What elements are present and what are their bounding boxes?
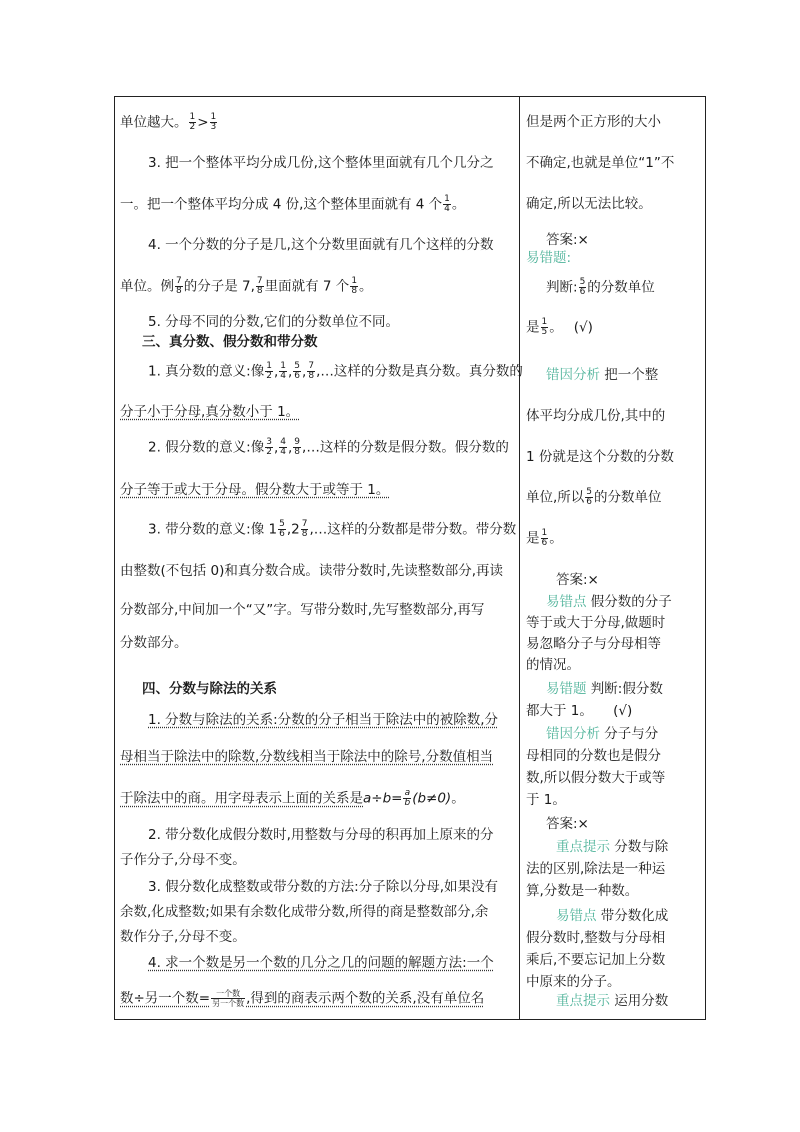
fraction [279, 362, 287, 381]
tag-label: 易错题: [526, 250, 572, 266]
text: 分子与分 [604, 726, 659, 742]
denominator: 4 [444, 204, 450, 214]
key-sentence: 1. 分数与除法的关系:分数的分子相当于除法中的被除数,分 [148, 712, 499, 728]
numerator: 7 [176, 276, 182, 286]
fraction [211, 989, 245, 1008]
fraction [307, 362, 315, 381]
note-line [526, 488, 662, 507]
answer: 答案:× [556, 572, 599, 588]
note-line: 母相同的分数也是假分 [526, 748, 661, 764]
paragraph-line: 由整数(不包括 0)和真分数合成。读带分数时,先读整数部分,再读 [120, 563, 503, 579]
numerator: 1 [189, 112, 196, 122]
fraction [301, 520, 309, 539]
denominator: b [404, 798, 411, 808]
tag-label: 易错点 [546, 594, 587, 610]
text: 判断: [546, 279, 578, 296]
text: 是 [526, 319, 540, 336]
line [148, 520, 516, 539]
tag-label: 错因分析 [546, 367, 600, 383]
formula: a÷b= [363, 790, 403, 807]
note-line [556, 992, 668, 1010]
note-line [556, 907, 668, 925]
denominator: 8 [294, 447, 301, 457]
note-line: 确定,所以无法比较。 [526, 196, 652, 212]
denominator: 8 [308, 371, 315, 381]
text: 单位,所以 [526, 489, 585, 506]
note-line: 数,所以假分数大于或等 [526, 770, 666, 786]
text: 分数与除 [614, 839, 669, 855]
text: 的分子是 7, [183, 278, 255, 295]
text: ,…这样的分数是真分数。真分数的 [316, 363, 523, 380]
tag-label: 重点提示 [556, 993, 610, 1009]
fraction-list [264, 361, 316, 381]
numerator: 5 [294, 361, 301, 371]
denominator: 6 [579, 287, 586, 297]
note-line: 不确定,也就是单位“1”不 [526, 155, 675, 171]
denominator: 8 [351, 286, 358, 296]
denominator: 2 [266, 371, 272, 381]
numerator: 1 [541, 317, 548, 327]
tag-label: 错因分析 [546, 726, 600, 742]
text: 单位。例 [120, 278, 174, 295]
numerator: 7 [301, 519, 308, 529]
fraction [256, 277, 264, 296]
line [120, 789, 465, 808]
note-line [546, 366, 658, 384]
line [120, 989, 484, 1008]
numerator: 7 [308, 361, 315, 371]
numerator: 1 [280, 361, 286, 371]
numerator: 1 [266, 361, 272, 371]
key-sentence: 分子等于或大于分母。假分数大于或等于 1。 [120, 482, 390, 498]
note-line [526, 529, 563, 548]
text: 假分数的分子 [590, 594, 672, 610]
note-line: 法的区别,除法是一种运 [526, 861, 666, 877]
text: ,…这样的分数是假分数。假分数的 [302, 439, 509, 456]
note-line: 假分数时,整数与分母相 [526, 930, 666, 946]
text: 2. 假分数的意义:像 [148, 439, 265, 456]
denominator: 3 [210, 122, 217, 132]
note-line [546, 680, 663, 698]
numerator: 3 [266, 437, 272, 447]
note-line: 于 1。 [526, 792, 566, 808]
answer: 答案:× [546, 816, 589, 832]
fraction [579, 278, 587, 297]
numerator: 1 [210, 112, 217, 122]
text: 1. 真分数的意义:像 [148, 363, 265, 380]
line [120, 195, 465, 214]
text: 里面就有 7 个 [264, 278, 350, 295]
key-sentence: 分子小于分母,真分数小于 1。 [120, 404, 300, 420]
note-line: 都大于 1。 (√) [526, 703, 633, 719]
denominator: 6 [294, 371, 301, 381]
text: 。 [451, 196, 466, 213]
denominator: 6 [541, 538, 548, 548]
paragraph-line: 5. 分母不同的分数,它们的分数单位不同。 [148, 314, 399, 330]
text: > [197, 114, 209, 131]
fraction [541, 529, 549, 548]
text: 的分数单位 [587, 279, 655, 296]
note-line: 中原来的分子。 [526, 974, 621, 990]
text: ,2 [286, 521, 300, 538]
fraction [403, 789, 411, 808]
note-line [546, 725, 658, 743]
text: 判断:假分数 [590, 681, 663, 697]
fraction [265, 362, 273, 381]
text: ,得到的商表示两个数的关系,没有单位名 [246, 990, 485, 1007]
formula: (b≠0) [412, 790, 452, 807]
text: 于除法中的商。用字母表示上面的关系是 [120, 790, 363, 807]
paragraph-line: 分数部分,中间加一个“又”字。写带分数时,先写整数部分,再写 [120, 602, 485, 618]
line [148, 362, 523, 381]
fraction [541, 318, 549, 337]
key-sentence: 母相当于除法中的除数,分数线相当于除法中的除号,分数值相当 [120, 749, 494, 765]
fraction [210, 113, 218, 132]
paragraph-line: 3. 假分数化成整数或带分数的方法:分子除以分母,如果没有 [148, 879, 499, 895]
paragraph-line: 余数,化成整数;如果有余数化成带分数,所得的商是整数部分,余 [120, 904, 489, 920]
text: 单位越大。 [120, 114, 188, 131]
tag-label: 易错点 [556, 908, 597, 924]
line [120, 277, 373, 296]
numerator: 1 [351, 276, 358, 286]
paragraph-line: 3. 把一个整体平均分成几份,这个整体里面就有几个几分之 [148, 155, 494, 171]
text: 数÷另一个数= [120, 990, 211, 1007]
text: 带分数化成 [600, 908, 669, 924]
denominator: 4 [280, 371, 286, 381]
text: 。 [359, 278, 373, 295]
fraction [278, 520, 286, 539]
denominator: 2 [266, 447, 272, 457]
fraction [265, 438, 273, 457]
note-line: 1 份就是这个分数的分数 [526, 449, 674, 465]
numerator: a [404, 788, 411, 798]
text: 运用分数 [614, 993, 669, 1009]
note-line [546, 593, 672, 611]
denominator: 2 [189, 122, 196, 132]
denominator: 8 [256, 286, 263, 296]
paragraph-line: 分数部分。 [120, 635, 188, 651]
denominator: 6 [279, 529, 285, 539]
numerator: 7 [256, 276, 263, 286]
separator: , [273, 363, 279, 380]
denominator: 另一个数 [212, 999, 245, 1008]
text: 3. 带分数的意义:像 1 [148, 521, 278, 538]
fraction-list [264, 437, 302, 457]
note-line: 的情况。 [526, 657, 580, 673]
numerator: 5 [579, 277, 586, 287]
fraction [443, 195, 451, 214]
note-line: 体平均分成几份,其中的 [526, 408, 666, 424]
fraction [293, 362, 301, 381]
note-line: 乘后,不要忘记加上分数 [526, 952, 666, 968]
separator: , [302, 363, 307, 380]
text: 的分数单位 [594, 489, 662, 506]
fraction [293, 438, 301, 457]
note-line: 易忽略分子与分母相等 [526, 636, 661, 652]
note-line [546, 278, 655, 297]
paragraph-line: 子作分子,分母不变。 [120, 852, 246, 868]
text: 。 [451, 790, 465, 807]
text: 把一个整 [604, 367, 659, 383]
fraction [585, 488, 593, 507]
fraction [350, 277, 358, 296]
tag-label: 重点提示 [556, 839, 610, 855]
note-line: 但是两个正方形的大小 [526, 114, 661, 130]
numerator: 5 [586, 487, 593, 497]
section-heading: 四、分数与除法的关系 [142, 681, 277, 697]
text: 。 [549, 530, 563, 547]
numerator: 一个数 [211, 989, 245, 999]
separator: , [288, 439, 293, 456]
line [120, 113, 218, 132]
separator: , [273, 439, 279, 456]
numerator: 1 [541, 528, 548, 538]
answer: 答案:× [546, 232, 589, 248]
denominator: 4 [280, 447, 286, 457]
paragraph-line: 4. 一个分数的分子是几,这个分数里面就有几个这样的分数 [148, 237, 494, 253]
fraction [175, 277, 183, 296]
text: ,…这样的分数都是带分数。带分数 [309, 521, 517, 538]
text: 一。把一个整体平均分成 4 份,这个整体里面就有 4 个 [120, 196, 443, 213]
paragraph-line: 数作分子,分母不变。 [120, 929, 246, 945]
text: 是 [526, 530, 540, 547]
denominator: 8 [176, 286, 182, 296]
note-line: 等于或大于分母,做题时 [526, 615, 666, 631]
denominator: 5 [541, 327, 548, 337]
separator: , [288, 363, 293, 380]
paragraph-line: 2. 带分数化成假分数时,用整数与分母的积再加上原来的分 [148, 827, 494, 843]
tag-label: 易错题 [546, 681, 587, 697]
note-line [556, 838, 668, 856]
line [148, 438, 509, 457]
fraction [189, 113, 197, 132]
numerator: 9 [294, 437, 301, 447]
column-divider [519, 96, 520, 1020]
note-line [526, 318, 593, 337]
numerator: 1 [444, 194, 450, 204]
text: 。 (√) [549, 319, 593, 336]
denominator: 8 [301, 529, 308, 539]
note-line: 算,分数是一种数。 [526, 883, 639, 899]
numerator: 4 [280, 437, 286, 447]
numerator: 5 [279, 519, 285, 529]
key-sentence: 4. 求一个数是另一个数的几分之几的问题的解题方法:一个 [148, 955, 494, 971]
fraction [279, 438, 287, 457]
section-heading: 三、真分数、假分数和带分数 [142, 334, 318, 350]
denominator: 6 [586, 497, 593, 507]
